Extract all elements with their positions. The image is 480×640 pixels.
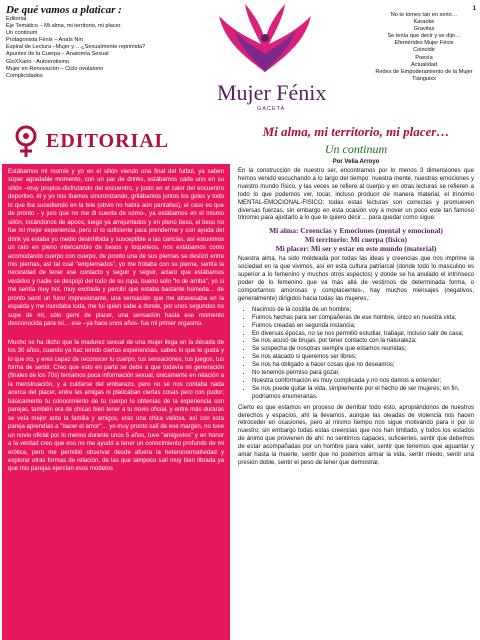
list-item: • Fuimos hechas para ser compañeras de ese hombre, único en nuestra vida; — [252, 315, 474, 323]
editorial-heading — [6, 124, 226, 158]
article-column — [238, 124, 474, 471]
list-item: • Se nos ha obligado a hacer cosas que no deseamos; — [252, 362, 474, 370]
list-item: • Nuestra conformación es muy complicada y no nos damos a entender; — [252, 378, 474, 386]
editorial-paragraph: Mucho se ha dicho que la madurez sexual de una mujer llega en la década de los 30 años, cuando ya haz tenido ciertas experiencias, sabes lo que te gusta y lo que no, y eres capaz de reconocer tu cuerpo, tus sensaciones, tus juegos, tus forma de sentir. Creo que esto en parte se debe a que todavía mi generación (finales de los 70s) teníamos poca información sexual, únicamente en relación a la menstruación, y a cuidarse del embarazo, pero no se nos contaba nada acerca del placer, entre las amigas ni platicaban ciertas cosas pero con pudor; básicamente tu conocimiento de tu cuerpo lo obtenías de la experiencia con parejas, también era de chicas bien tener a tu novio oficial, y entre más duraras se veía mejor ante la familia y amigos, eras una chica valiosa, así con esta pareja aprendías a "hacer el amor"… yo muy pronto salí de ese margen, no tuve un novio oficial por lo menos durante unos 5 años, tuve "amigovios" y en honor a la verdad creo que eso no me ayudó a tener un conocimiento profundo de mi erótica, pero me permitió observar desde afuera la heteronormatividad y explorar otras formas de relación, de las que tampoco salí muy bien librada ya que mis parejas ejercían esos modelos — [8, 339, 224, 473]
section-item: Gravitas — [413, 26, 435, 33]
section-item: Poesía — [415, 54, 433, 61]
list-item: • Se nos acusó de brujas, por tener contacto con la naturaleza; — [252, 338, 474, 346]
phoenix-icon — [215, 2, 315, 82]
section-item: Efemérides Mujer Fénix — [394, 40, 454, 47]
editorial-title: EDITORIAL — [46, 130, 170, 152]
article-bullet-list — [238, 307, 474, 402]
list-item: • Nacimos de la costilla de un hombre; — [252, 307, 474, 315]
article-body: Nuestra alma, ha sido moldeada por todas las ideas y creencias que nos imprime la sociedad en la que vivimos, así en esta cultura patriarcal (donde todo lo masculino es superior a lo femenino y muchos otros aspectos) y donde se ha anulado el intrínseco poder de lo femenino que va más allá de vestirnos de determinada forma, o comportarnos amorosas y complacientes-, hay muchos mensajes (negativos, generalmente) dirigidos hacia todas las mujeres,: — [238, 256, 474, 302]
contents-item: Editorial. — [6, 16, 28, 22]
contents-item: Espiral de Lectura –Mujer y….¿Sexualmente reprimida? — [6, 44, 146, 51]
list-item: • No tenemos permiso para gozar, — [252, 370, 474, 378]
article-highlight: Mi placer: Mi ser y estar en este mundo (material) — [275, 244, 437, 254]
editorial-column — [2, 164, 230, 640]
list-item: • Se nos atacado si queremos ser libres; — [252, 354, 474, 362]
venus-symbol-icon — [10, 124, 42, 158]
list-item: • Se sospecha de nosotras siempre que estamos reunidas; — [252, 346, 474, 354]
article-highlight: Mi territorio: Mi cuerpa (físico) — [304, 235, 408, 245]
editorial-paragraph: Estábamos mi roomie y yo en el sillón viendo una final del futbol, ya saben súper agradable momento, con un par de drinks, estábamos cada uno en su sillón –muy propios-disfrutando del encuentro, y justo en el calor del encuentro deportivo, él y yo nos íbamos sincronizando, gritábamos juntos los goles y todo lo que iba sucediendo en la tele (obvio no había aún pantallas), el caso es que de pronto - y juro que no me di cuenta de cómo-, ya estábamos en el mismo sillón, tocándonos de apoco, luego ya arrejuntados y en pleno beso, el beso no fue mi mejor experiencia, pero sí lo suficiente para prenderme y con ayuda del drink ya estaba yo medio desinhibida y susceptible a las caricias, así estuvimos un rato en pleno intercambio de besos y toqueteos, nos estábamos como acomodando cuerpo con cuerpo, de pronto una de sus piernas se deslizó entre mis piernas, así tal cual "empiernados", yo me frotaba con su pierna, sentía la necesidad de tener ese contacto y seguir y seguir, aclaro que estábamos vestidos y nadie se despojó del todo de su ropa, bueno solo "lo de arriba", yo si me sentía muy hot, muy excitada y percibí que estaba bastante húmeda… de pronto sentí un furor impresionante, una sensación que me atravesaba en la espalda y me inundaba toda, me fui quien sabe a donde, por unos segundos no supe de mí, sólo gemí de placer, una sensación hasta ese momento desconocida para mi… ese –ya hace unos años- fue mi primer orgasmo. — [8, 169, 224, 328]
logo-brand-text: Mujer Fénix — [217, 80, 327, 105]
article-highlight: Mi alma: Creencias y Emociones (mental y emocional) — [269, 226, 443, 236]
contents-item: Protagonista Fénix – Anaïs Nin — [6, 37, 83, 44]
section-item: Tianguixx — [412, 75, 436, 82]
section-item: Coincidir — [413, 47, 435, 54]
contents-item: Eje Temático – Mi alma, mi territorio, mi placer. — [6, 23, 122, 30]
list-item: • En diversas épocas, no se nos permitió estudiar, trabajar, incluso salir de casa; — [252, 331, 474, 339]
contents-item: GloXXario - Autoerotismo — [6, 58, 70, 65]
section-item: No te tomes tan en serio… — [390, 12, 458, 18]
contents-title: De qué vamos a platicar : — [6, 4, 122, 16]
sections-list — [372, 6, 476, 83]
section-item: Karaoke — [413, 19, 435, 26]
section-item: Se tenía que decir y se dijo… — [387, 33, 461, 40]
contents-list — [6, 4, 216, 80]
contents-item: Mujer en Renovación – Ciclo ovulatorio — [6, 65, 104, 72]
contents-item: Complicidades — [6, 72, 43, 79]
list-item: • Fuimos creadas en segunda instancia; — [252, 323, 474, 331]
article-title: Mi alma, mi territorio, mi placer… — [262, 124, 450, 139]
logo-subtitle: GACETA — [257, 106, 286, 112]
mujer-fenix-logo — [215, 2, 327, 120]
article-author: Por Velia Arroyo — [332, 159, 380, 165]
list-item: • Se nos puede quitar la vida, simplemente por el hecho de ser mujeres; en fin, podríamos enumerarlas. — [252, 386, 474, 402]
section-item: Actualidad — [410, 61, 438, 68]
page-number: 1 — [472, 6, 476, 12]
article-closing: Cierto es que estamos en proceso de derribar todo esto, apropiándonos de nuestros derechos y espacios, ahí la llevamos, aunque las oleadas de violencia nos hacen retroceder en ocasiones, pero al mismo tiempo nos sigue motivando para ir por lo nuestro; sin embargo todas estas creencias que nos han limitado, y todos los estados de ánimo que provienen de ahí: no sentirnos capaces, suficientes, sentir que debemos de estar acompañadas por un hombre para valer, sentir que tenemos que aguantar y amar hasta la muerte, sentir que no podemos armar la vida, sentir miedo, sentir una presión doble, sentir el peso de tener que demostrar, — [238, 404, 474, 466]
article-subtitle: Un continum — [324, 142, 388, 156]
section-item: Redes de Empoderamiento de la Mujer — [375, 68, 473, 75]
article-intro: En la construcción de nuestro ser, encontramos por lo menos 3 dimensiones que hemos venido escuchando a lo largo del tiempo: nuestra mente, nuestras emociones y nuestro mundo físico, y las veces se refiere al cuerpo y en otras lecturas se refieren a todo lo que podemos ver, tocar, incluso producir de manera material, el trinomio MENTAL-EMOCIONAL-FISICO; todas estas lecturas son correctas y promueven diversas fuerzas, sin embargo en esta ocasión voy a mover un poco este tan famoso trinomio para ajustarlo a lo que te quiero decir… para quedar como sigue: — [238, 168, 474, 222]
contents-item: Apuntes de la Cuerpa – Anatomía Sexual — [6, 51, 109, 58]
contents-item: Un continum — [6, 30, 38, 37]
